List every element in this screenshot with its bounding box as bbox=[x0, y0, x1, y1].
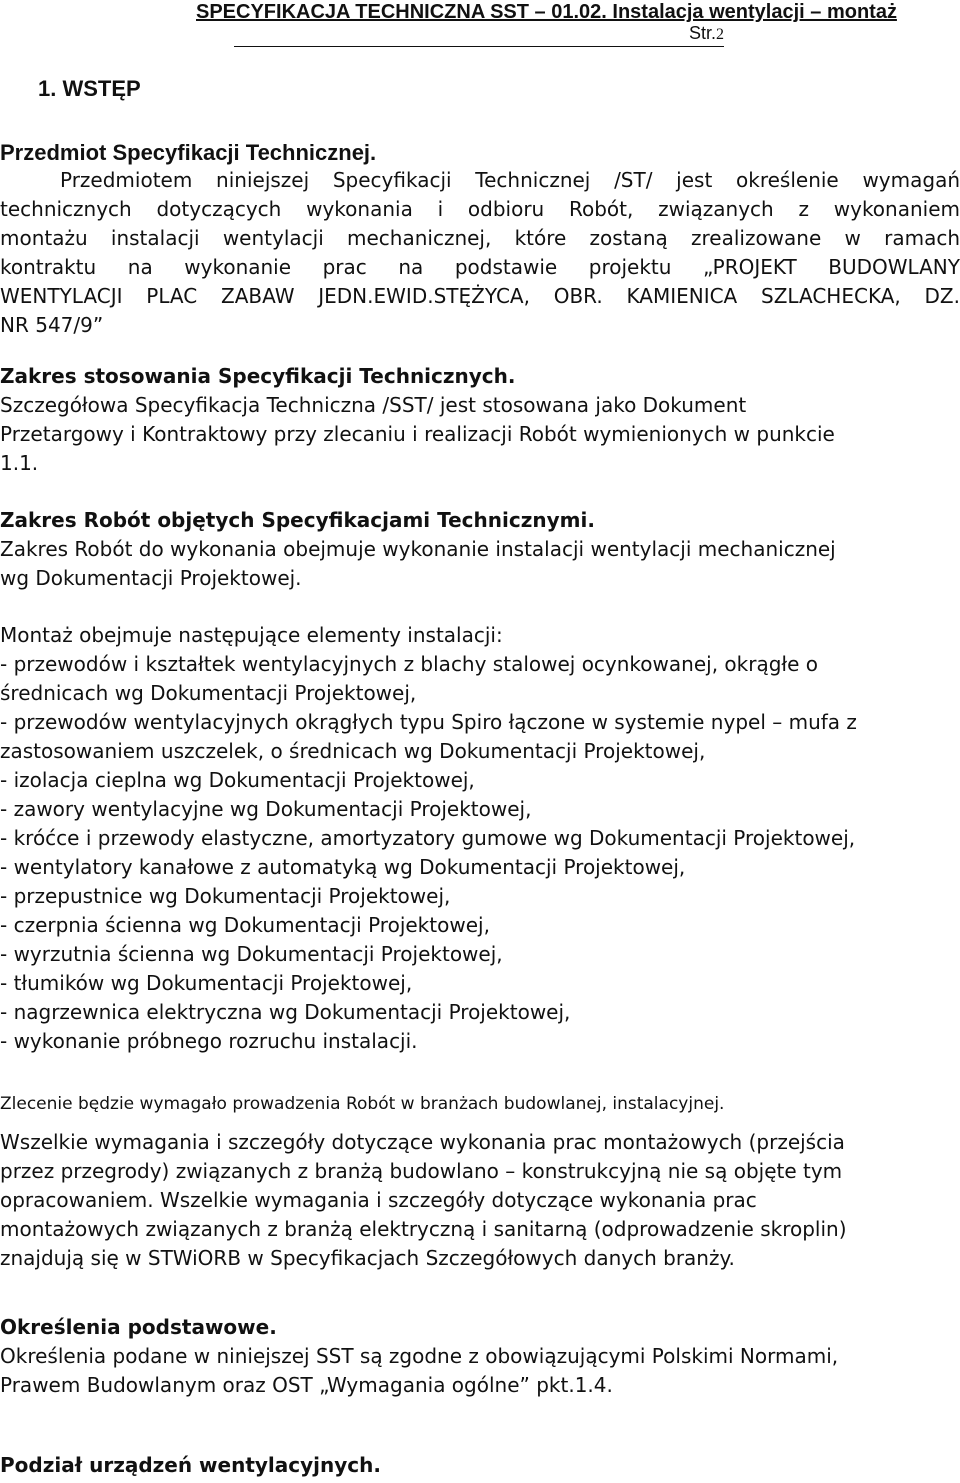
paragraph-line: montażowych związanych z branżą elektryczną i sanitarną (odprowadzenie skroplin) bbox=[0, 1217, 847, 1241]
paragraph-line: NR 547/9” bbox=[0, 313, 104, 337]
paragraph-line: przez przegrody) związanych z branżą budowlano – konstrukcyjną nie są objęte tym bbox=[0, 1159, 843, 1183]
paragraph-line: montażu instalacji wentylacji mechanicznej, które zostaną zrealizowane w ramach bbox=[0, 226, 960, 250]
order-note-text: Zlecenie będzie wymagało prowadzenia Robót w branżach budowlanej, instalacyjnej. bbox=[0, 1094, 725, 1114]
paragraph-line: opracowaniem. Wszelkie wymagania i szczegóły dotyczące wykonania prac bbox=[0, 1188, 757, 1212]
page-number-line bbox=[234, 22, 724, 47]
paragraph-line: Przedmiotem niniejszej Specyfikacji Technicznej /ST/ jest określenie wymagań bbox=[60, 168, 960, 192]
subject-paragraph bbox=[0, 166, 960, 340]
paragraph-line: technicznych dotyczących wykonania i odbioru Robót, związanych z wykonaniem bbox=[0, 197, 960, 221]
list-item: - króćce i przewody elastyczne, amortyzatory gumowe wg Dokumentacji Projektowej, bbox=[0, 826, 856, 850]
scope-use-section bbox=[0, 362, 960, 478]
list-item: - izolacja cieplna wg Dokumentacji Projektowej, bbox=[0, 768, 475, 792]
list-item: - wentylatory kanałowe z automatyką wg Dokumentacji Projektowej, bbox=[0, 855, 686, 879]
list-item: - zawory wentylacyjne wg Dokumentacji Projektowej, bbox=[0, 797, 532, 821]
division-section bbox=[0, 1451, 960, 1480]
section-title: 1. WSTĘP bbox=[38, 76, 141, 101]
document-header-title: SPECYFIKACJA TECHNICZNA SST – 01.02. Instalacja wentylacji – montaż bbox=[196, 1, 897, 23]
order-note bbox=[0, 1090, 960, 1119]
list-item: - nagrzewnica elektryczna wg Dokumentacji Projektowej, bbox=[0, 1000, 571, 1024]
list-item: - wykonanie próbnego rozruchu instalacji. bbox=[0, 1029, 418, 1053]
list-item: - przewodów wentylacyjnych okrągłych typu Spiro łączone w systemie nypel – mufa z bbox=[0, 710, 857, 734]
requirements-paragraph bbox=[0, 1128, 960, 1273]
list-item: zastosowaniem uszczelek, o średnicach wg Dokumentacji Projektowej, bbox=[0, 739, 706, 763]
paragraph-line: Szczegółowa Specyfikacja Techniczna /SST/ jest stosowana jako Dokument bbox=[0, 393, 747, 417]
paragraph-line: Określenia podane w niniejszej SST są zgodne z obowiązującymi Polskimi Normami, bbox=[0, 1344, 839, 1368]
paragraph-line: Wszelkie wymagania i szczegóły dotyczące wykonania prac montażowych (przejścia bbox=[0, 1130, 845, 1154]
paragraph-line: Zakres Robót do wykonania obejmuje wykonanie instalacji wentylacji mechanicznej bbox=[0, 537, 836, 561]
definitions-heading: Określenia podstawowe. bbox=[0, 1315, 277, 1339]
paragraph-line: 1.1. bbox=[0, 451, 39, 475]
paragraph-line: wg Dokumentacji Projektowej. bbox=[0, 566, 302, 590]
subject-heading: Przedmiot Specyfikacji Technicznej. bbox=[0, 140, 377, 165]
page-number: 2 bbox=[716, 26, 724, 43]
paragraph-line: kontraktu na wykonanie prac na podstawie projektu „PROJEKT BUDOWLANY bbox=[0, 255, 960, 279]
paragraph-line: WENTYLACJI PLAC ZABAW JEDN.EWID.STĘŻYCA, OBR. KAMIENICA SZLACHECKA, DZ. bbox=[0, 284, 960, 308]
scope-works-section bbox=[0, 506, 960, 593]
paragraph-line: Prawem Budowlanym oraz OST „Wymagania ogólne” pkt.1.4. bbox=[0, 1373, 613, 1397]
list-item: - czerpnia ścienna wg Dokumentacji Projektowej, bbox=[0, 913, 490, 937]
assembly-section bbox=[0, 621, 960, 1056]
paragraph-line: Przetargowy i Kontraktowy przy zlecaniu i realizacji Robót wymienionych w punkcie bbox=[0, 422, 835, 446]
list-item: - wyrzutnia ścienna wg Dokumentacji Projektowej, bbox=[0, 942, 503, 966]
scope-works-heading: Zakres Robót objętych Specyfikacjami Technicznymi. bbox=[0, 508, 595, 532]
scope-use-heading: Zakres stosowania Specyfikacji Technicznych. bbox=[0, 364, 516, 388]
list-item: - przewodów i kształtek wentylacyjnych z blachy stalowej ocynkowanej, okrągłe o bbox=[0, 652, 818, 676]
assembly-intro: Montaż obejmuje następujące elementy instalacji: bbox=[0, 623, 503, 647]
list-item: - tłumików wg Dokumentacji Projektowej, bbox=[0, 971, 413, 995]
list-item: - przepustnice wg Dokumentacji Projektowej, bbox=[0, 884, 451, 908]
definitions-section bbox=[0, 1313, 960, 1400]
division-heading: Podział urządzeń wentylacyjnych. bbox=[0, 1453, 381, 1477]
list-item: średnicach wg Dokumentacji Projektowej, bbox=[0, 681, 417, 705]
paragraph-line: znajdują się w STWiORB w Specyfikacjach Szczegółowych danych branży. bbox=[0, 1246, 735, 1270]
page-label: Str. bbox=[688, 23, 716, 43]
